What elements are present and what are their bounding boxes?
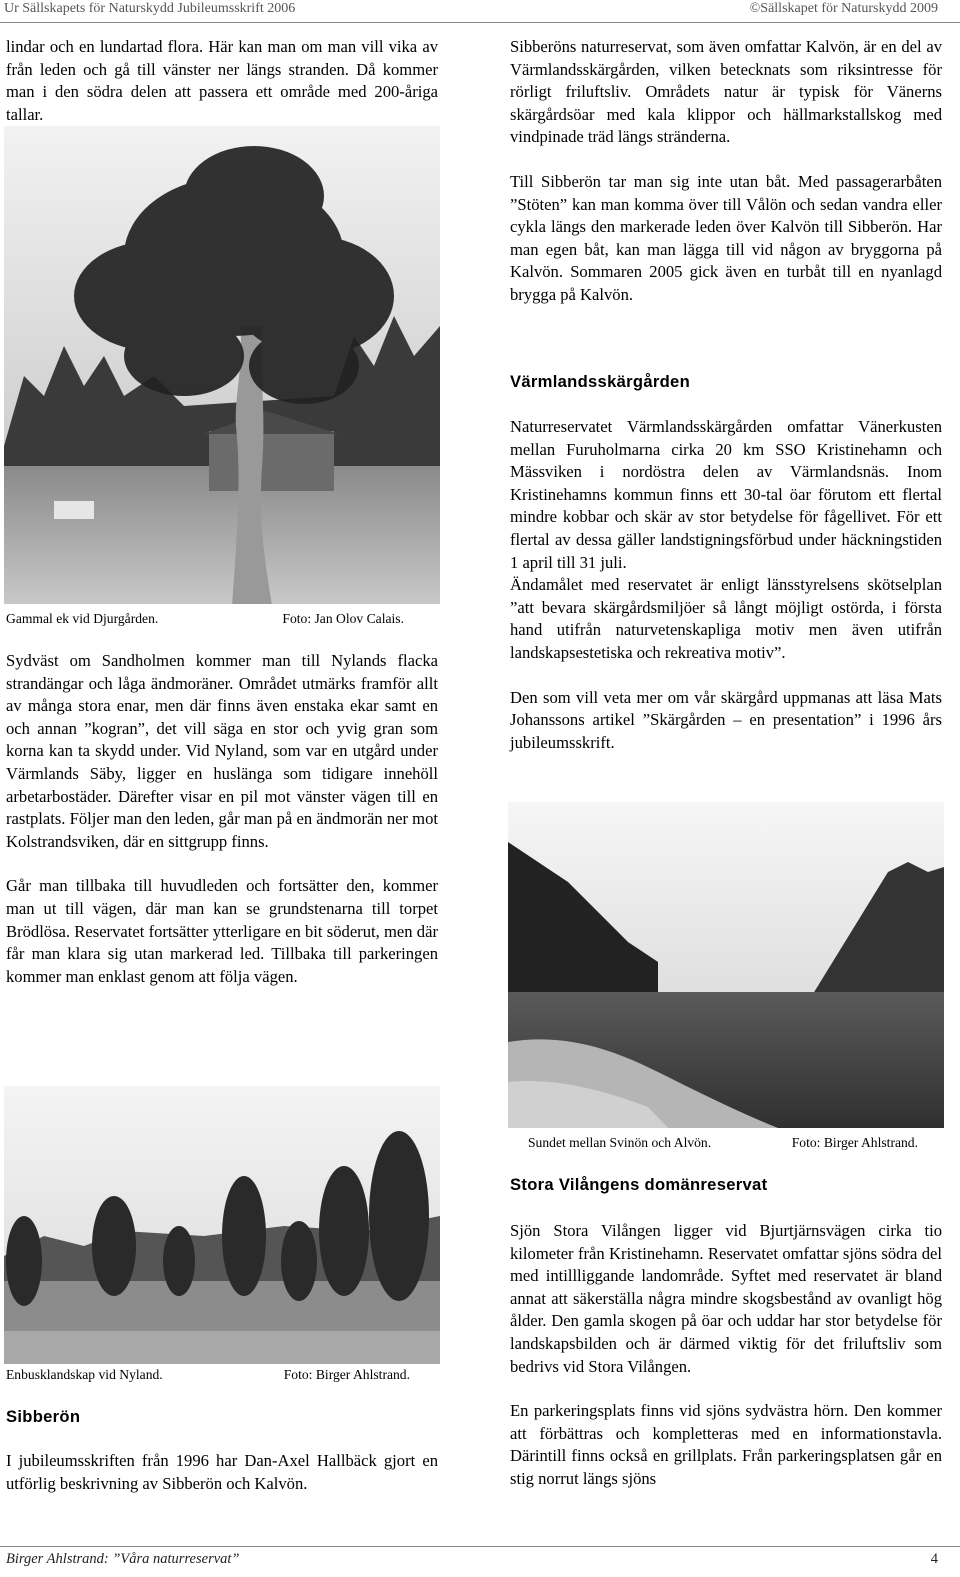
paragraph: Sibberöns naturreservat, som även omfattar Kalvön, är en del av Värmlandsskärgården, vilken betecknats som riksintresse för rörligt friluftsliv. Områdets natur är typisk för Vänerns skärgårdsöar med kala klippor och hällmarkstallskog med vindpinade träd längs stränderna. <box>510 37 942 147</box>
left-top-text <box>6 36 438 126</box>
section-heading-varmlandsskargarden: Värmlandsskärgården <box>510 372 691 391</box>
section-heading-sibberon: Sibberön <box>6 1407 81 1426</box>
footer-rule <box>0 1546 960 1547</box>
right-top-text <box>510 36 942 307</box>
caption-credit: Foto: Birger Ahlstrand. <box>791 1135 918 1150</box>
header-publication-title: Ur Sällskapets för Naturskydd Jubileumsskrift 2006 <box>4 1 296 16</box>
varmland-text <box>510 416 942 754</box>
left-mid-text <box>6 650 438 988</box>
sound-water-image <box>508 802 944 1128</box>
sound-photo-caption <box>528 1135 918 1151</box>
sound-photo <box>508 802 944 1128</box>
paragraph: Ändamålet med reservatet är enligt länsstyrelsens skötselplan ”att bevara skärgårdsmiljöer så långt möjligt ostörda, i första hand utifrån naturvetenskapliga motiv men även utifrån landskapsestetiska och rekreativa motiv”. <box>510 575 942 662</box>
caption-text: Gammal ek vid Djurgården. <box>6 611 159 626</box>
sibberon-text <box>6 1450 438 1495</box>
juniper-photo <box>4 1086 440 1364</box>
paragraph: En parkeringsplats finns vid sjöns sydvästra hörn. Den kommer att förbättras och kompletteras med en informationstavla. Därintill finns också en grillplats. Från parkeringsplatsen går en stig norrut längs sjöns <box>510 1401 942 1488</box>
oak-photo <box>4 126 440 604</box>
paragraph: Sjön Stora Vilången ligger vid Bjurtjärnsvägen cirka tio kilometer från Kristinehamn. Reservatet omfattar sjöns södra del med intillliggande landområde. Syftet med reservatet är bland annat att säkerställa några mindre skogsbestånd av ovanligt hög ålder. Den gamla skogen på öar och uddar har stor betydelse för landskapsbilden och är därmed viktig för det friluftsliv som bedrivs vid Stora Vilången. <box>510 1221 942 1376</box>
caption-credit: Foto: Birger Ahlstrand. <box>283 1367 410 1382</box>
page-number: 4 <box>930 1551 938 1567</box>
oak-photo-caption <box>6 611 404 627</box>
footer-author-title: Birger Ahlstrand: ”Våra naturreservat” <box>6 1551 240 1567</box>
paragraph: Går man tillbaka till huvudleden och fortsätter den, kommer man ut till vägen, där man kan se grundstenarna till torpet Brödlösa. Reservatet fortsätter ytterligare en bit söderut, men där får man klara sig utan markerad led. Tillbaka till parkeringen kommer man enklast genom att följa vägen. <box>6 876 438 986</box>
caption-text: Enbusklandskap vid Nyland. <box>6 1367 163 1382</box>
caption-credit: Foto: Jan Olov Calais. <box>282 611 404 626</box>
juniper-landscape-image <box>4 1086 440 1364</box>
caption-text: Sundet mellan Svinön och Alvön. <box>528 1135 712 1150</box>
paragraph: Till Sibberön tar man sig inte utan båt. Med passagerarbåten ”Stöten” kan man komma över till Vålön och sedan vandra eller cykla längs den markerade leden över Kalvön till Sibberön. Har man egen båt, kan man lägga till vid någon av bryggorna på Kalvön. Sommaren 2005 gick även en turbåt till en nyanlagd brygga på Kalvön. <box>510 171 942 304</box>
header-copyright: ©Sällskapet för Naturskydd 2009 <box>749 1 938 16</box>
paragraph: Sydväst om Sandholmen kommer man till Nylands flacka strandängar och låga ändmoräner. Området utmärks framför allt av många stora enar, men där finns även enstaka ekar samt en och annan ”kogran”, det vill säga en stor och yvig gran som korna kan ta skydd under. Vid Nyland, som var en utgård under Värmlands Säby, ligger en huslänga som tidigare innehöll arbetarbostäder. Därefter visar en pil mot vänster vägen till en rastplats. Följer man den leden, går man på en ändmorän ner mot Kolstrandsviken, där en sittgrupp finns. <box>6 651 438 851</box>
oak-tree-image <box>4 126 440 604</box>
paragraph: Naturreservatet Värmlandsskärgården omfattar Vänerkusten mellan Furuholmarna cirka 20 km SSO Kristinehamn och Mässviken i nordöstra delen av Värmlandsnäs. Inom Kristinehamns kommun finns ett 30-tal öar förutom ett flertal mindre kobbar och skär av stor betydelse för fågellivet. För ett flertal av dessa gäller landstigningsförbud under häckningstiden 1 april till 31 juli. <box>510 417 942 572</box>
header-rule <box>0 22 960 23</box>
paragraph: I jubileumsskriften från 1996 har Dan-Axel Hallbäck gjort en utförlig beskrivning av Sibberön och Kalvön. <box>6 1451 438 1493</box>
section-heading-stora-vilangen: Stora Vilångens domänreservat <box>510 1175 768 1194</box>
paragraph: lindar och en lundartad flora. Här kan man om man vill vika av från leden och gå till vänster ner längs stranden. Då kommer man i den södra delen att passera ett område med 200-åriga tallar. <box>6 37 438 124</box>
vilangen-text <box>510 1220 942 1491</box>
paragraph: Den som vill veta mer om vår skärgård uppmanas att läsa Mats Johanssons artikel ”Skärgården – en presentation” i 1996 års jubileumsskrift. <box>510 687 942 752</box>
juniper-photo-caption <box>6 1367 410 1383</box>
